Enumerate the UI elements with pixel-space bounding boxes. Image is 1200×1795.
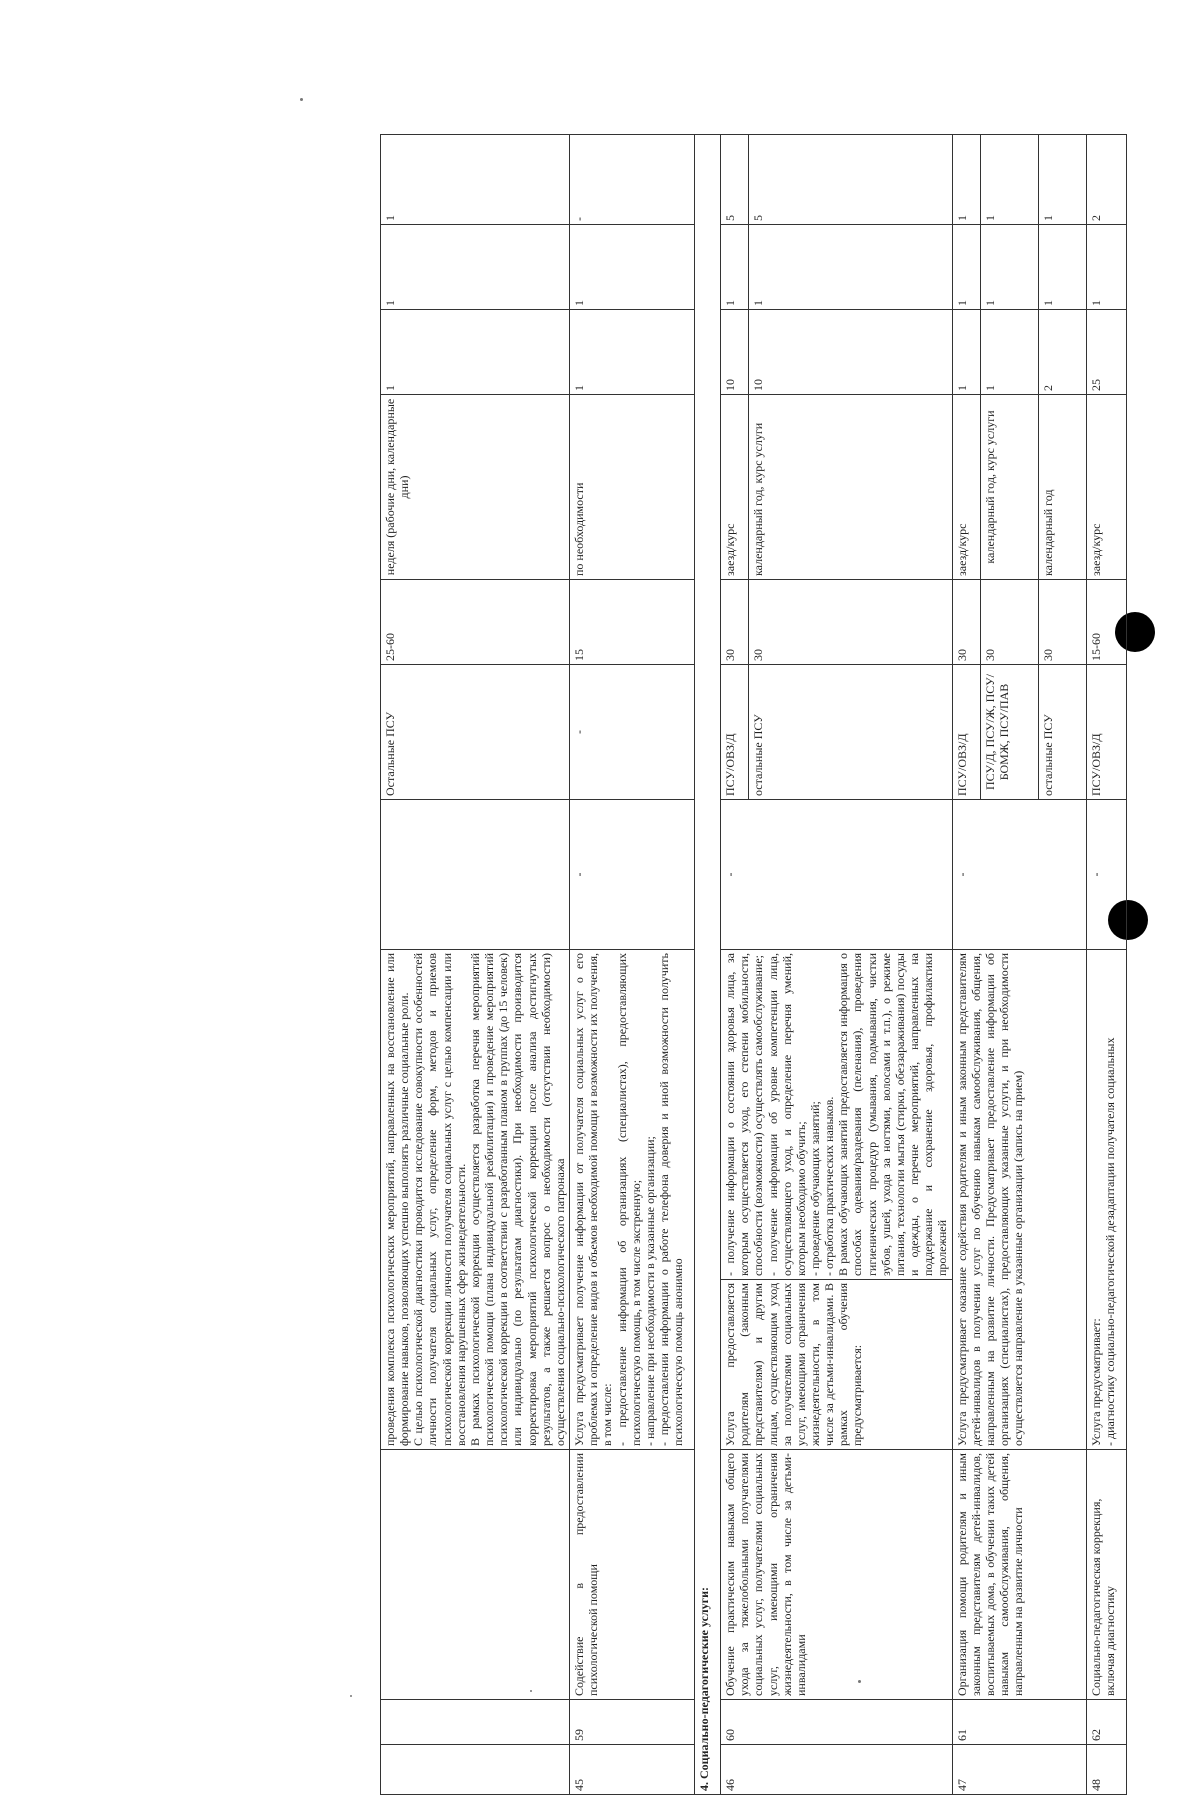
cell-number: 48	[1086, 1745, 1126, 1795]
scan-speck	[300, 98, 303, 101]
cell-value-3: 1	[381, 135, 570, 225]
cell-value-1: 10	[721, 310, 749, 395]
cell-service-name	[381, 1450, 570, 1700]
cell-description: Услуга предусматривает получение информации от получателя социальных услуг о его проблемах и определение видов и объемов необходимой помощи и возможности их получения, в том числе: - предоставление информации об организациях (специалистах), предоставляющих психологическую помощь, в том числе экстренную; - направление при необходимости в указанные организации; - предоставлении информации о работе телефона доверия и иной возможности получить психологическую помощь анонимно	[570, 950, 695, 1450]
cell-mark	[381, 800, 570, 950]
cell-number: 47	[952, 1745, 1086, 1795]
cell-value-2: 1	[1038, 225, 1086, 310]
cell-value-2: 1	[721, 225, 749, 310]
cell-code: 62	[1086, 1700, 1126, 1745]
cell-period: календарный год, курс услуги	[749, 395, 952, 580]
cell-category: -	[570, 665, 695, 800]
cell-service-name: Содействие в предоставлении психологической помощи	[570, 1450, 695, 1700]
cell-description: проведения комплекса психологических мероприятий, направленных на восстановление или формирование навыков, позволяющих успешно выполнять различные социальные роли. С целью психологической диагностики проводится исследование совокупности особенностей личности получателя социальных услуг, определение форм, методов и приемов психологической коррекции личности получателя социальных услуг с целью компенсации или восстановления нарушенных сфер жизнедеятельности. В рамках психологической коррекции осуществляется разработка перечня мероприятий психологической помощи (плана индивидуальной реабилитации) и проведение мероприятий психологической коррекции в соответствии с разработанным планом в группах (до 15 человек) или индивидуально (по результатам диагностики). При необходимости производится корректировка мероприятий психологической коррекции после анализа достигнутых результатов, а также решается вопрос о необходимости (отсутствии необходимости) осуществления социально-психологического патронажа	[381, 950, 570, 1450]
cell-value-3: -	[570, 135, 695, 225]
cell-norm: Услуга предоставляется родителям (законным представителям) и другим лицам, осуществляющим уход за получателями социальных услуг, имеющими ограничения жизнедеятельности, в том числе за детьми-инвалидами. В рамках обучения предусматривается:	[721, 1280, 953, 1450]
cell-time: 25-60	[381, 580, 570, 665]
cell-time: 15	[570, 580, 695, 665]
cell-value-2: 1	[980, 225, 1038, 310]
cell-category: ПСУ/Д, ПСУ/Ж, ПСУ/БОМЖ, ПСУ/ПАВ	[980, 665, 1038, 800]
cell-period: заезд/курс	[1086, 395, 1126, 580]
cell-number	[381, 1745, 570, 1795]
cell-value-1: 1	[381, 310, 570, 395]
cell-code: 60	[721, 1700, 953, 1745]
cell-value-2: 1	[952, 225, 980, 310]
cell-category: ПСУ/ОВЗ/Д	[721, 665, 749, 800]
cell-category: Остальные ПСУ	[381, 665, 570, 800]
cell-service-name: Обучение практическим навыкам общего ухода за тяжелобольными получателями социальных услуг, получателями социальных услуг, имеющими ограничения жизнедеятельности, в том числе за детьми-инвалидами	[721, 1450, 953, 1700]
cell-mark: -	[1086, 800, 1126, 950]
cell-code: 59	[570, 1700, 695, 1745]
cell-service-name: Организация помощи родителям и иным законным представителям детей-инвалидов, воспитываемых дома, в обучении таких детей навыкам самообслуживания, общения, направленным на развитие личности	[952, 1450, 1086, 1700]
cell-period: календарный год	[1038, 395, 1086, 580]
cell-value-3: 1	[952, 135, 980, 225]
cell-value-2: 1	[1086, 225, 1126, 310]
cell-time: 30	[952, 580, 980, 665]
cell-value-2: 1	[749, 225, 952, 310]
cell-time: 30	[980, 580, 1038, 665]
cell-mark: -	[721, 800, 953, 950]
cell-value-2: 1	[381, 225, 570, 310]
cell-description: - получение информации о состоянии здоровья лица, за которым осуществляется уход, его степени мобильности, способности (возможности) осуществлять самообслуживание; - получение информации об уровне компетенции лица, осуществляющего уход, и определение перечня умений, которым необходимо обучить; - проведение обучающих занятий; - отработка практических навыков. В рамках обучающих занятий предоставляется информация о способах одевания/раздевания (пеленания), проведения гигиенических процедур (умывания, подмывания, чистки зубов, ушей, ухода за ногтями, волосами и т.п.), о режиме питания, технологии мытья (стирки, обеззараживания) посуды и одежды, о перечне мероприятий, направленных на поддержание и сохранение здоровья, профилактики пролежней	[721, 950, 953, 1280]
table-row	[952, 135, 980, 1795]
cell-value-1: 1	[980, 310, 1038, 395]
cell-category: остальные ПСУ	[1038, 665, 1086, 800]
cell-value-1: 1	[570, 310, 695, 395]
cell-value-3: 1	[1038, 135, 1086, 225]
section-header-row	[695, 135, 721, 1795]
cell-service-name: Социально-педагогическая коррекция, включая диагностику	[1086, 1450, 1126, 1700]
cell-description: Услуга предусматривает оказание содействия родителям и иным законным представителям детей-инвалидов в получении услуг по обучению навыкам самообслуживания, общения, направленным на развитие личности. Предусматривает предоставление информации об организациях (специалистах), предоставляющих указанные услуги, и при необходимости осуществляется направление в указанные организации (запись на прием)	[952, 950, 1086, 1450]
cell-value-1: 25	[1086, 310, 1126, 395]
cell-period: заезд/курс	[952, 395, 980, 580]
cell-value-3: 1	[980, 135, 1038, 225]
cell-time: 15-60	[1086, 580, 1126, 665]
cell-time: 30	[721, 580, 749, 665]
cell-period: календарный год, курс услуги	[980, 395, 1038, 580]
cell-category: ПСУ/ОВЗ/Д	[952, 665, 980, 800]
cell-value-1: 2	[1038, 310, 1086, 395]
cell-description: Услуга предусматривает: - диагностику социально-педагогической дезадаптации получателя социальных	[1086, 950, 1126, 1450]
table-row	[570, 135, 695, 1795]
cell-value-1: 1	[952, 310, 980, 395]
cell-mark: -	[570, 800, 695, 950]
cell-time: 30	[749, 580, 952, 665]
cell-number: 45	[570, 1745, 695, 1795]
cell-code: 61	[952, 1700, 1086, 1745]
scan-speck	[350, 1695, 352, 1697]
cell-value-2: 1	[570, 225, 695, 310]
cell-number: 46	[721, 1745, 953, 1795]
section-title: 4. Социально-педагогические услуги:	[695, 135, 721, 1795]
cell-code	[381, 1700, 570, 1745]
cell-value-1: 10	[749, 310, 952, 395]
cell-value-3: 5	[749, 135, 952, 225]
rotated-document-page	[380, 135, 1117, 1795]
table-row	[721, 135, 749, 1795]
cell-time: 30	[1038, 580, 1086, 665]
cell-category: ПСУ/ОВЗ/Д	[1086, 665, 1126, 800]
cell-mark: -	[952, 800, 1086, 950]
table-row	[381, 135, 570, 1795]
cell-category: остальные ПСУ	[749, 665, 952, 800]
cell-value-3: 2	[1086, 135, 1126, 225]
table-row	[1086, 135, 1126, 1795]
services-table	[380, 134, 1127, 1795]
cell-period: по необходимости	[570, 395, 695, 580]
cell-period: неделя (рабочие дни, календарные дни)	[381, 395, 570, 580]
cell-period: заезд/курс	[721, 395, 749, 580]
cell-value-3: 5	[721, 135, 749, 225]
